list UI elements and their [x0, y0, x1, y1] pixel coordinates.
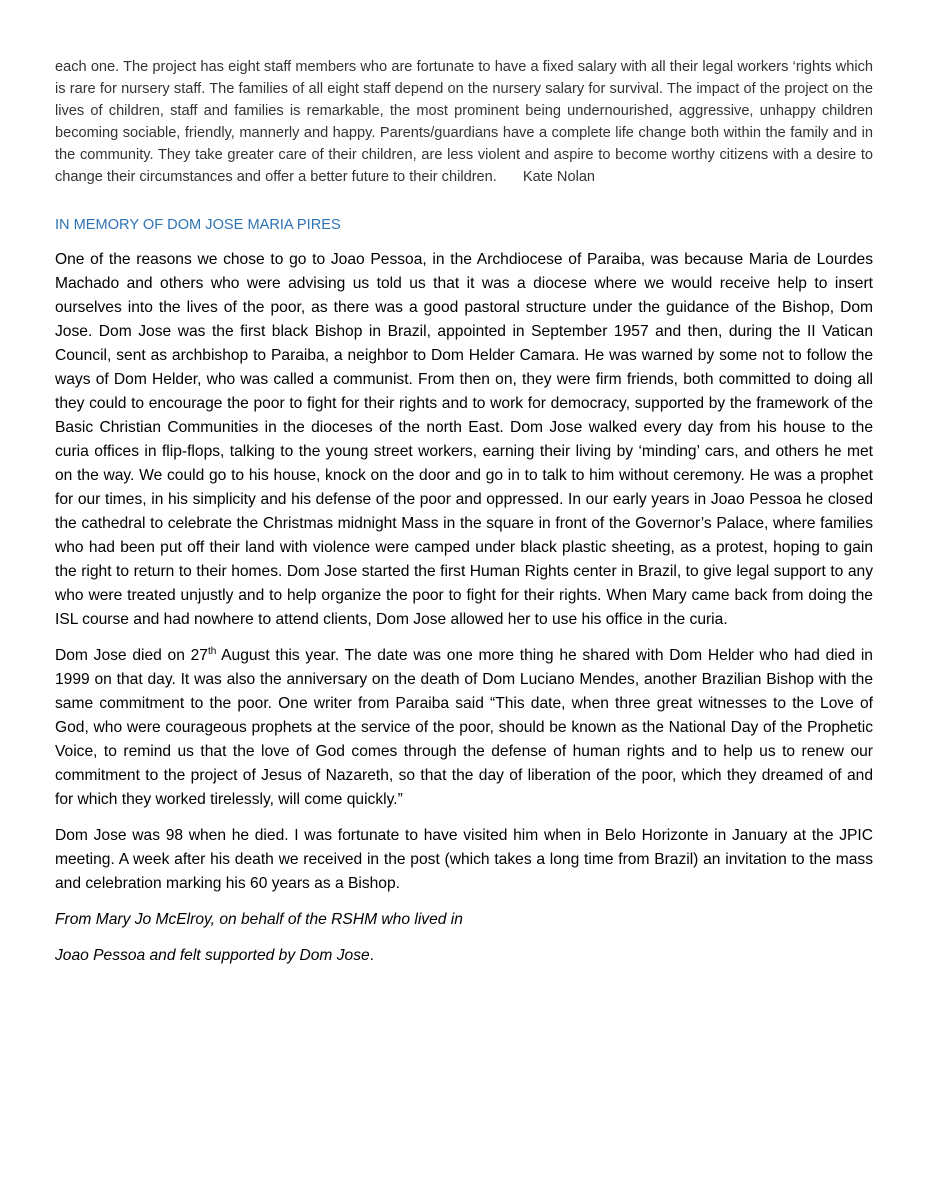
credit-line-2-period: . — [369, 947, 375, 964]
paragraph-2-rest: August this year. The date was one more thing he shared with Dom Helder who had died in 1999 on that day. It was also the anniversary on the death of Dom Luciano Mendes, another Brazilian Bishop with the same commitment to the poor. One writer from Paraiba said “This date, when three great witnesses to the Love of God, who were courageous prophets at the service of the poor, should be known as the National Day of the Prophetic Voice, to remind us that the love of God comes through the defense of human rights and to help us to renew our commitment to the project of Jesus of Nazareth, so that the day of liberation of the poor, which they dreamed of and for which they worked tirelessly, will come quickly.” — [55, 647, 873, 808]
intro-text: each one. The project has eight staff members who are fortunate to have a fixed salary with all their legal workers ‘rights which is rare for nursery staff. The families of all eight staff depend on the nursery salary for survival. The impact of the project on the lives of children, staff and families is remarkable, the most prominent being undernourished, aggressive, unhappy children becoming sociable, friendly, mannerly and happy. Parents/guardians have a complete life change both within the family and in the community. They take greater care of their children, are less violent and aspire to become worthy citizens with a desire to change their circumstances and offer a better future to their children. — [55, 59, 873, 185]
memorial-paragraph-2 — [55, 644, 873, 812]
credit-line-2-text: Joao Pessoa and felt supported by Dom Jose — [55, 947, 370, 964]
memorial-paragraph-3: Dom Jose was 98 when he died. I was fortunate to have visited him when in Belo Horizonte in January at the JPIC meeting. A week after his death we received in the post (which takes a long time from Brazil) an invitation to the mass and celebration marking his 60 years as a Bishop. — [55, 827, 873, 892]
ordinal-suffix: th — [207, 645, 217, 657]
memorial-paragraph-1: One of the reasons we chose to go to Joao Pessoa, in the Archdiocese of Paraiba, was because Maria de Lourdes Machado and others who were advising us told us that it was a diocese where we would receive help to insert ourselves into the lives of the poor, as there was a good pastoral structure under the guidance of the Bishop, Dom Jose. Dom Jose was the first black Bishop in Brazil, appointed in September 1957 and then, during the II Vatican Council, sent as archbishop to Paraiba, a neighbor to Dom Helder Camara. He was warned by some not to follow the ways of Dom Helder, who was called a communist. From then on, they were firm friends, both committed to doing all they could to encourage the poor to fight for their rights and to work for democracy, supported by the framework of the Basic Christian Communities in the dioceses of the north East. Dom Jose walked every day from his house to the curia offices in flip-flops, talking to the young street workers, earning their living by ‘minding’ cars, and others he met on the way. We could go to his house, knock on the door and go in to talk to him without ceremony. He was a prophet for our times, in his simplicity and his defense of the poor and oppressed. In our early years in Joao Pessoa he closed the cathedral to celebrate the Christmas midnight Mass in the square in front of the Governor’s Palace, where families who had been put off their land with violence were camped under black plastic sheeting, as a protest, hoping to gain the right to return to their homes. Dom Jose started the first Human Rights center in Brazil, to give legal support to any who were treated unjustly and to help organize the poor to fight for their rights. When Mary came back from doing the ISL course and had nowhere to attend clients, Dom Jose allowed her to use his office in the curia. — [55, 251, 873, 628]
author-signature: Kate Nolan — [522, 169, 596, 185]
credit-line-1: From Mary Jo McElroy, on behalf of the RSHM who lived in — [55, 911, 463, 928]
credit-line-2 — [55, 944, 873, 968]
document-page — [55, 56, 873, 968]
section-heading: IN MEMORY OF DOM JOSE MARIA PIRES — [55, 217, 341, 233]
intro-paragraph — [55, 56, 873, 188]
paragraph-2-start: Dom Jose died on 27 — [55, 647, 208, 664]
